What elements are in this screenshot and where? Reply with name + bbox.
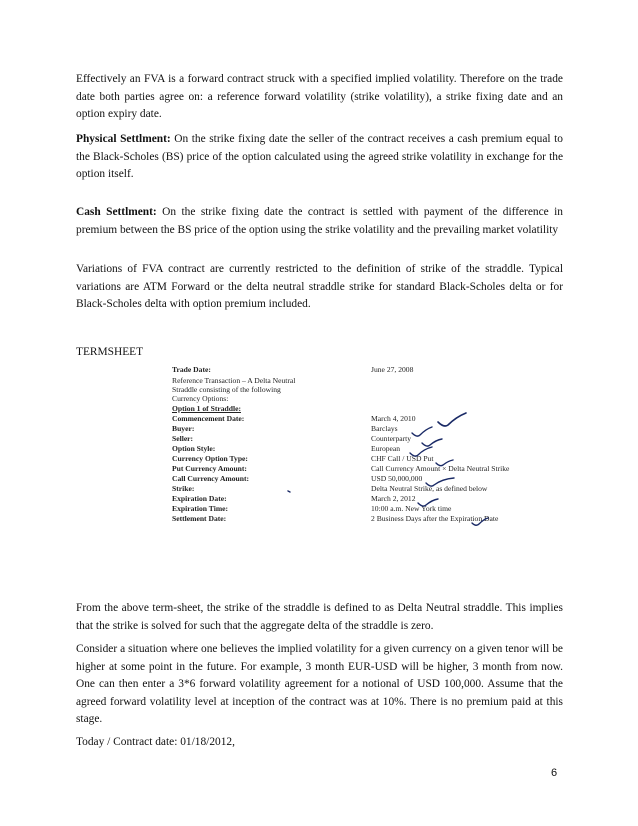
physical-settlement-label: Physical Settlment: <box>76 133 171 145</box>
page-number: 6 <box>551 767 558 779</box>
ink-dot <box>288 491 290 492</box>
ts-value: 2 Business Days after the Expiration Date <box>371 514 499 523</box>
ts-value: Call Currency Amount × Delta Neutral Strike <box>371 464 510 473</box>
ts-value: March 2, 2012 <box>371 494 416 503</box>
consider-paragraph: Consider a situation where one believes the implied volatility for a given currency on a given tenor will be higher at some point in the future. For example, 3 month EUR-USD will be higher, 3 month from now. One can then enter a 3*6 forward volatility agreement for a notional of USD 100,000. Assume that the agreed forward volatility level at inception of the contract was at 10%. There is no premium paid at this stage. <box>76 643 563 725</box>
ts-label: Seller: <box>172 434 194 443</box>
ts-value: 10:00 a.m. New York time <box>371 504 452 513</box>
contract-date-line: Today / Contract date: 01/18/2012, <box>76 736 235 748</box>
termsheet-image <box>170 362 540 534</box>
ts-label: Strike: <box>172 484 195 493</box>
ts-label: Straddle consisting of the following <box>172 385 281 394</box>
checkmark-icon <box>422 439 442 446</box>
ts-label: Option 1 of Straddle: <box>172 404 241 413</box>
intro-paragraph: Effectively an FVA is a forward contract struck with a specified implied volatility. Therefore on the trade date both parties agree on: a reference forward volatility (strike volatility), a strike fixing date and an option expiry date. <box>76 73 563 120</box>
ts-label: Reference Transaction – A Delta Neutral <box>172 376 296 385</box>
checkmark-icon <box>472 518 488 525</box>
cash-settlement-paragraph <box>76 204 563 239</box>
ts-label: Expiration Date: <box>172 494 227 503</box>
ts-value: USD 50,000,000 <box>371 474 423 483</box>
ts-label: Buyer: <box>172 424 195 433</box>
ts-label: Trade Date: <box>172 365 211 374</box>
physical-settlement-paragraph <box>76 131 563 184</box>
ts-value: European <box>371 444 401 453</box>
ts-label: Settlement Date: <box>172 514 227 523</box>
ts-label: Put Currency Amount: <box>172 464 247 473</box>
ts-value: June 27, 2008 <box>371 365 414 374</box>
cash-settlement-label: Cash Settlment: <box>76 206 157 218</box>
handwritten-checkmarks <box>170 362 540 534</box>
checkmark-icon <box>436 460 453 466</box>
termsheet-heading: TERMSHEET <box>76 346 144 358</box>
checkmark-icon <box>418 499 438 506</box>
straddle-paragraph: From the above term-sheet, the strike of the straddle is defined to as Delta Neutral straddle. This implies that the strike is solved for such that the aggregate delta of the straddle is zero. <box>76 602 563 632</box>
cash-settlement-text: On the strike fixing date the contract is settled with payment of the difference in premium between the BS price of the option using the strike volatility and the prevailing market volatility <box>76 206 563 236</box>
ts-label: Expiration Time: <box>172 504 229 513</box>
ts-value: Delta Neutral Strike, as defined below <box>371 484 488 493</box>
checkmark-icon <box>426 478 454 486</box>
ts-value: March 4, 2010 <box>371 414 416 423</box>
ts-label: Currency Options: <box>172 394 229 403</box>
ts-label: Commencement Date: <box>172 414 245 423</box>
ts-value: CHF Call / USD Put <box>371 454 434 463</box>
ts-value: Counterparty <box>371 434 412 443</box>
variations-paragraph: Variations of FVA contract are currently restricted to the definition of strike of the straddle. Typical variations are ATM Forward or the delta neutral straddle strike for standard Black-Scholes delta or for Black-Scholes delta with option premium included. <box>76 263 563 310</box>
ts-label: Currency Option Type: <box>172 454 248 463</box>
ts-value: Barclays <box>371 424 398 433</box>
checkmark-icon <box>410 447 432 456</box>
checkmark-icon <box>412 427 432 436</box>
physical-settlement-text: On the strike fixing date the seller of the contract receives a cash premium equal to the Black-Scholes (BS) price of the option calculated using the agreed strike volatility in exchange for the option itself. <box>76 133 563 180</box>
checkmark-icon <box>438 413 466 426</box>
ts-label: Call Currency Amount: <box>172 474 250 483</box>
ts-label: Option Style: <box>172 444 216 453</box>
